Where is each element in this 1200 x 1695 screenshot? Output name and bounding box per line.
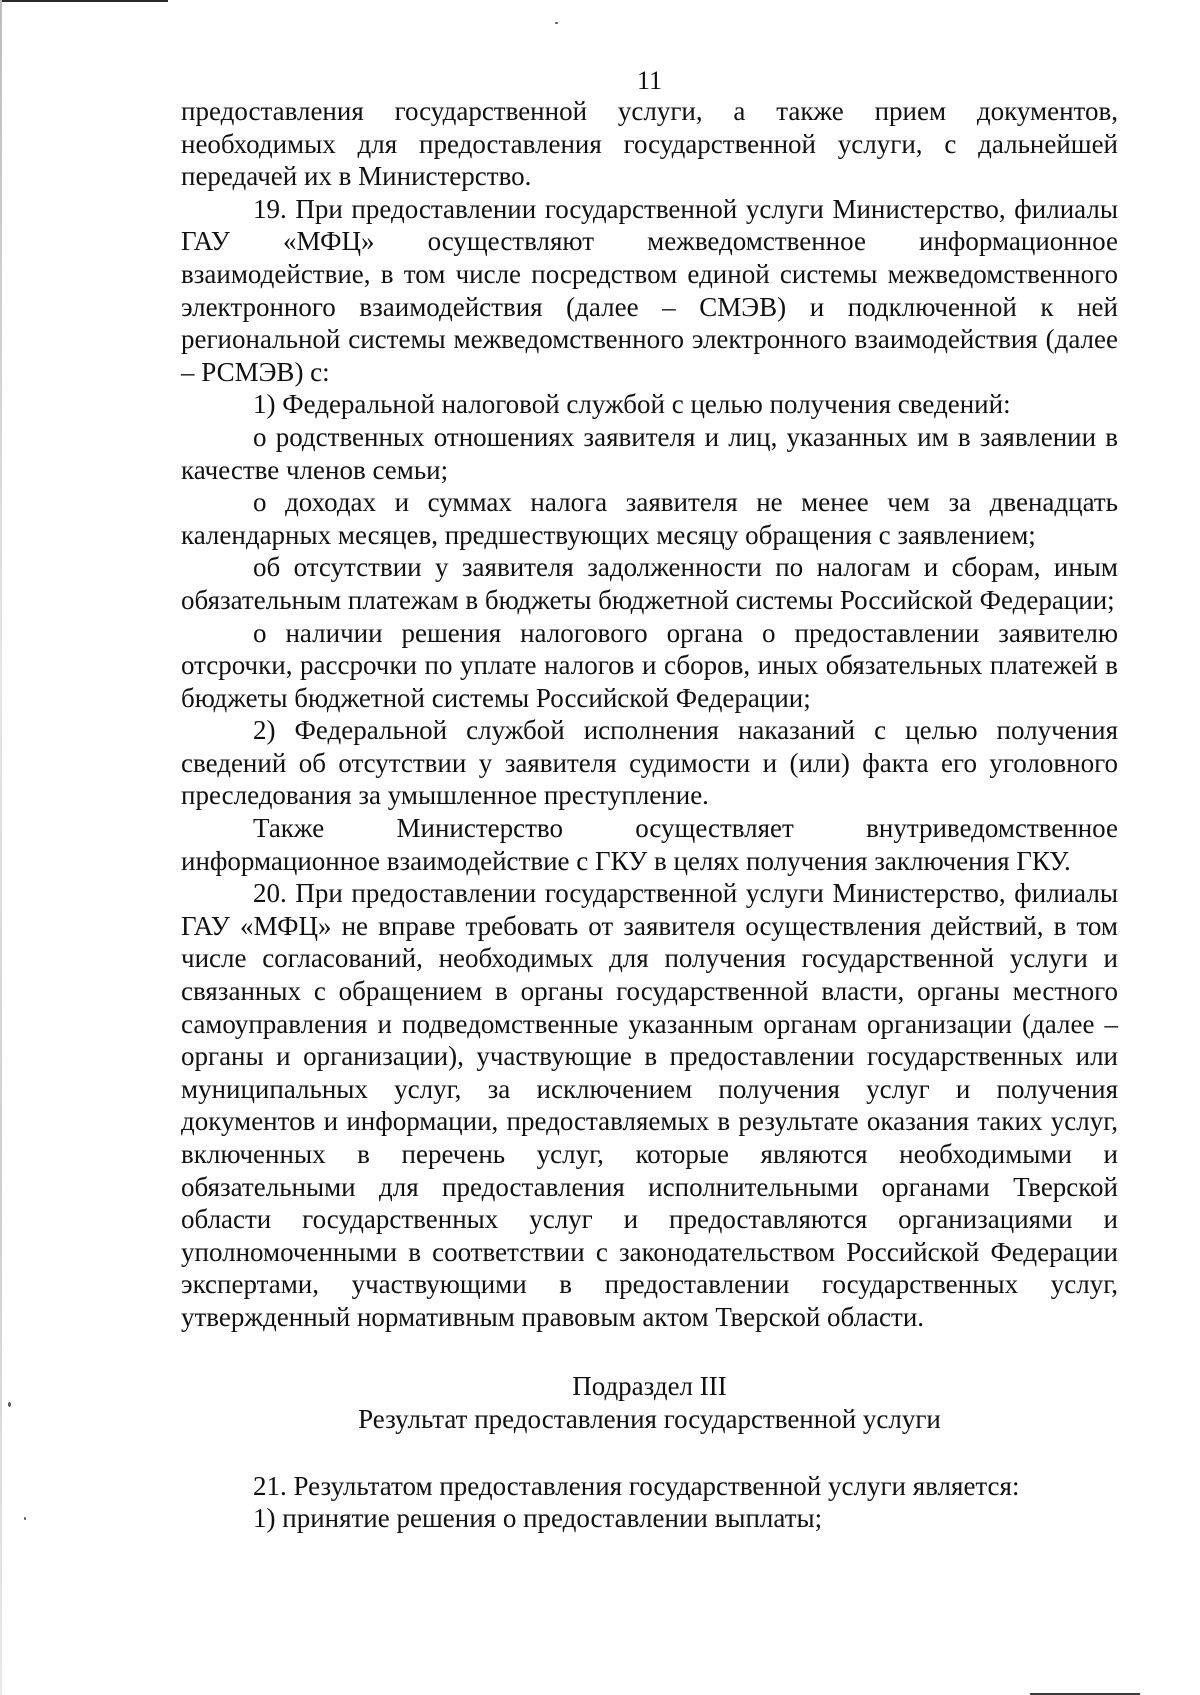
paragraph-tax-deferral: о наличии решения налогового органа о предоставлении заявителю отсрочки, рассрочки по уплате налогов и сборов, иных обязательных платежей в бюджеты бюджетной системы Российской Федерации; <box>181 617 1118 713</box>
paragraph-continuation: предоставления государственной услуги, а также прием документов, необходимых для предоставления государственной услуги, с дальнейшей передачей их в Министерство. <box>181 96 1118 192</box>
page-number: 11 <box>636 66 663 95</box>
paragraph-fsin: 2) Федеральной службой исполнения наказаний с целью получения сведений об отсутствии у заявителя судимости и (или) факта его уголовного преследования за умышленное преступление. <box>181 715 1118 811</box>
paragraph-20: 20. При предоставлении государственной услуги Министерство, филиалы ГАУ «МФЦ» не вправе требовать от заявителя осуществления действий, в том числе согласований, необходимых для получения государственной услуги и связанных с обращением в органы государственной власти, органы местного самоуправления и подведомственные указанным органам организации (далее – органы и организации), участвующие в предоставлении государственных или муниципальных услуг, за исключением получения услуг и получения документов и информации, предоставляемых в результате оказания таких услуг, включенных в перечень услуг, которые являются необходимыми и обязательными для предоставления исполнительными органами Тверской области государственных услуг и предоставляются организациями и уполномоченными в соответствии с законодательством Российской Федерации экспертами, участвующими в предоставлении государственных услуг, утвержденный нормативным правовым актом Тверской области. <box>181 878 1118 1332</box>
paragraph-family-relations: о родственных отношениях заявителя и лиц, указанных им в заявлении в качестве членов семьи; <box>181 421 1118 485</box>
paragraph-income: о доходах и суммах налога заявителя не менее чем за двенадцать календарных месяцев, предшествующих месяцу обращения с заявлением; <box>181 487 1118 550</box>
subsection-heading <box>181 1370 1118 1436</box>
scan-edge-left <box>0 0 2 1695</box>
scan-speck <box>8 1402 11 1407</box>
scan-edge-top <box>0 0 168 2</box>
paragraph-internal-interaction: Также Министерство осуществляет внутриведомственное информационное взаимодействие с ГКУ в целях получения заключения ГКУ. <box>181 813 1118 876</box>
scan-speck <box>555 22 558 24</box>
subsection-label: Подраздел III <box>572 1370 727 1401</box>
paragraph-fns: 1) Федеральной налоговой службой с целью получения сведений: <box>253 389 1011 420</box>
paragraph-21-item-1: 1) принятие решения о предоставлении выплаты; <box>253 1503 823 1534</box>
document-page <box>181 65 1118 1535</box>
paragraph-tax-debt: об отсутствии у заявителя задолженности по налогам и сборам, иным обязательным платежам в бюджеты бюджетной системы Российской Федерации; <box>181 552 1118 615</box>
paragraph-21: 21. Результатом предоставления государственной услуги является: <box>253 1470 1020 1501</box>
paragraph-19: 19. При предоставлении государственной услуги Министерство, филиалы ГАУ «МФЦ» осуществляют межведомственное информационное взаимодействие, в том числе посредством единой системы межведомственного электронного взаимодействия (далее – СМЭВ) и подключенной к ней региональной системы межведомственного электронного взаимодействия (далее – РСМЭВ) с: <box>181 193 1118 387</box>
scan-speck <box>24 1517 26 1520</box>
subsection-title: Результат предоставления государственной услуги <box>358 1403 941 1434</box>
